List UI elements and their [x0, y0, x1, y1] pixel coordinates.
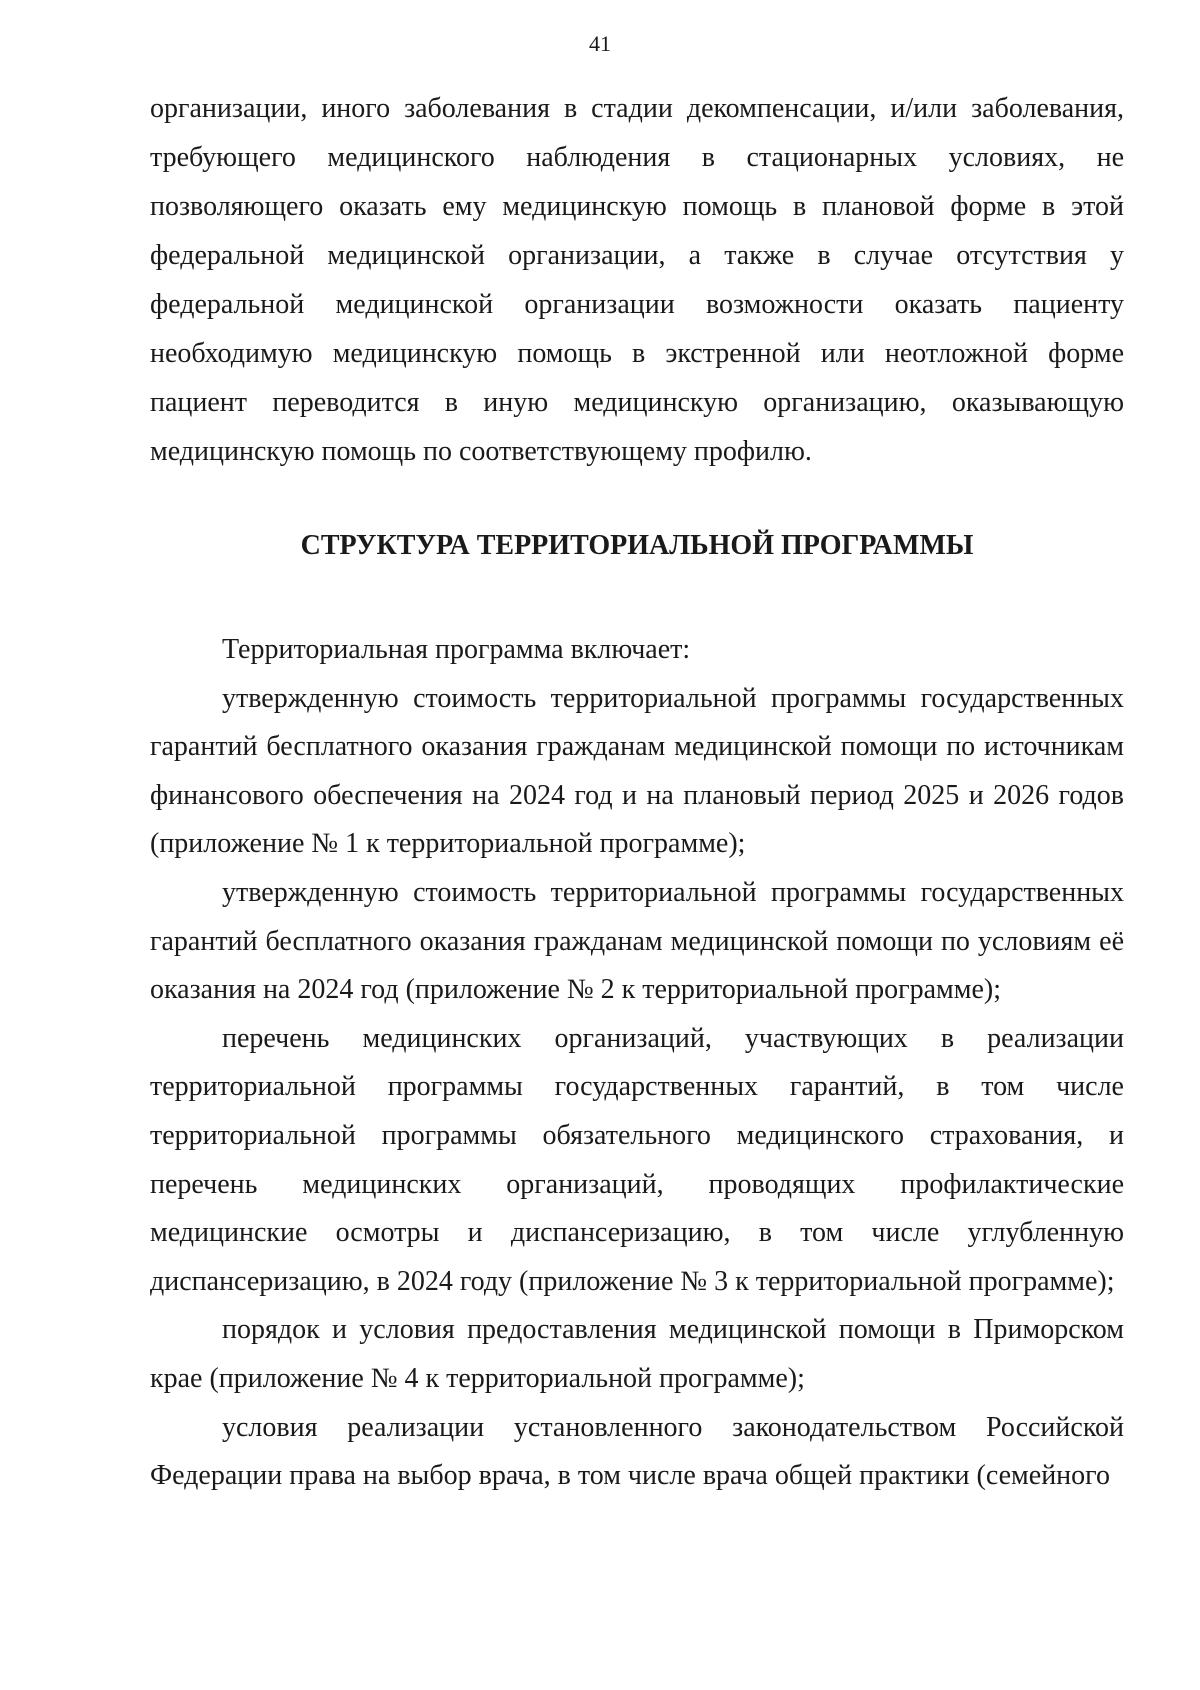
program-structure-block [150, 626, 1124, 1501]
list-item-appendix-1: утвержденную стоимость территориальной программы государственных гарантий бесплатного оказания гражданам медицинской помощи по источникам финансового обеспечения на 2024 год и на плановый период 2025 и 2026 годов (приложение № 1 к территориальной программе); [150, 682, 1124, 860]
list-item-choice-of-doctor: условия реализации установленного законодательством Российской Федерации права на выбор врача, в том числе врача общей практики (семейного [150, 1411, 1124, 1492]
list-item-appendix-2: утвержденную стоимость территориальной программы государственных гарантий бесплатного оказания гражданам медицинской помощи по условиям её оказания на 2024 год (приложение № 2 к территориальной программе); [150, 876, 1124, 1006]
list-item-appendix-4: порядок и условия предоставления медицинской помощи в Приморском крае (приложение № 4 к территориальной программе); [150, 1314, 1124, 1394]
top-paragraph: организации, иного заболевания в стадии декомпенсации, и/или заболевания, требующего медицинского наблюдения в стационарных условиях, не позволяющего оказать ему медицинскую помощь в плановой форме в этой федеральной медицинской организации, а также в случае отсутствия у федеральной медицинской организации возможности оказать пациенту необходимую медицинскую помощь в экстренной или неотложной форме пациент переводится в иную медицинскую организацию, оказывающую медицинскую помощь по соответствующему профилю. [150, 93, 1124, 467]
list-item-appendix-3: перечень медицинских организаций, участвующих в реализации территориальной программы государственных гарантий, в том числе территориальной программы обязательного медицинского страхования, и перечень медицинских организаций, проводящих профилактические медицинские осмотры и диспансеризацию, в том числе углубленную диспансеризацию, в 2024 году (приложение № 3 к территориальной программе); [150, 1022, 1124, 1297]
top-text-block [150, 84, 1124, 476]
intro-paragraph: Территориальная программа включает: [222, 634, 691, 665]
section-heading: СТРУКТУРА ТЕРРИТОРИАЛЬНОЙ ПРОГРАММЫ [300, 530, 974, 561]
page-number: 41 [589, 31, 611, 56]
